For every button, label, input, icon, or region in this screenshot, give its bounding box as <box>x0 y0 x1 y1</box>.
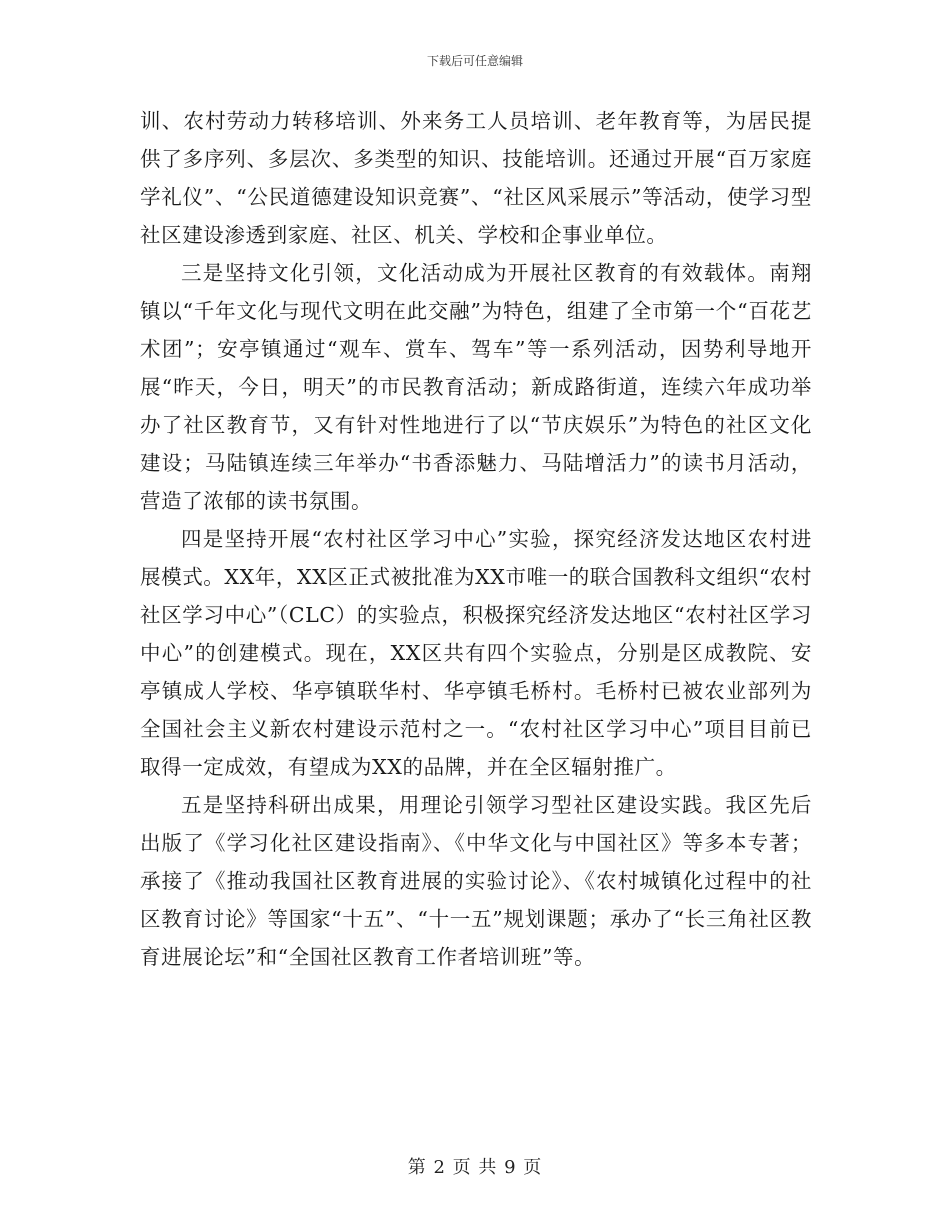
page-footer: 第 2 页 共 9 页 <box>407 1157 543 1178</box>
paragraph-research: 五是坚持科研出成果，用理论引领学习型社区建设实践。我区先后出版了《学习化社区建设指南》、《中华文化与中国社区》等多本专著；承接了《推动我国社区教育进展的实验讨论》、《农村城镇化过程中的社区教育讨论》等国家“十五”、“十一五”规划课题；承办了“长三角社区教育进展论坛”和“全国社区教育工作者培训班”等。 <box>140 793 812 969</box>
document-body <box>140 102 812 976</box>
paragraph-continuation: 训、农村劳动力转移培训、外来务工人员培训、老年教育等，为居民提供了多序列、多层次、多类型的知识、技能培训。还通过开展“百万家庭学礼仪”、“公民道德建设知识竞赛”、“社区风采展示”等活动，使学习型社区建设渗透到家庭、社区、机关、学校和企事业单位。 <box>140 109 812 247</box>
page-header: 下载后可任意编辑 <box>426 54 523 68</box>
paragraph-culture: 三是坚持文化引领，文化活动成为开展社区教育的有效载体。南翔镇以“千年文化与现代文明在此交融”为特色，组建了全市第一个“百花艺术团”；安亭镇通过“观车、赏车、驾车”等一系列活动，因势利导地开展“昨天，今日，明天”的市民教育活动；新成路街道，连续六年成功举办了社区教育节，又有针对性地进行了以“节庆娱乐”为特色的社区文化建设；马陆镇连续三年举办“书香添魅力、马陆增活力”的读书月活动，营造了浓郁的读书氛围。 <box>140 261 812 513</box>
paragraph-rural-learning-center: 四是坚持开展“农村社区学习中心”实验，探究经济发达地区农村进展模式。XX年，XX区正式被批准为XX市唯一的联合国教科文组织“农村社区学习中心”（CLC）的实验点，积极探究经济发达地区“农村社区学习中心”的创建模式。现在，XX区共有四个实验点，分别是区成教院、安亭镇成人学校、华亭镇联华村、华亭镇毛桥村。毛桥村已被农业部列为全国社会主义新农村建设示范村之一。“农村社区学习中心”项目目前已取得一定成效，有望成为XX的品牌，并在全区辐射推广。 <box>140 527 812 779</box>
